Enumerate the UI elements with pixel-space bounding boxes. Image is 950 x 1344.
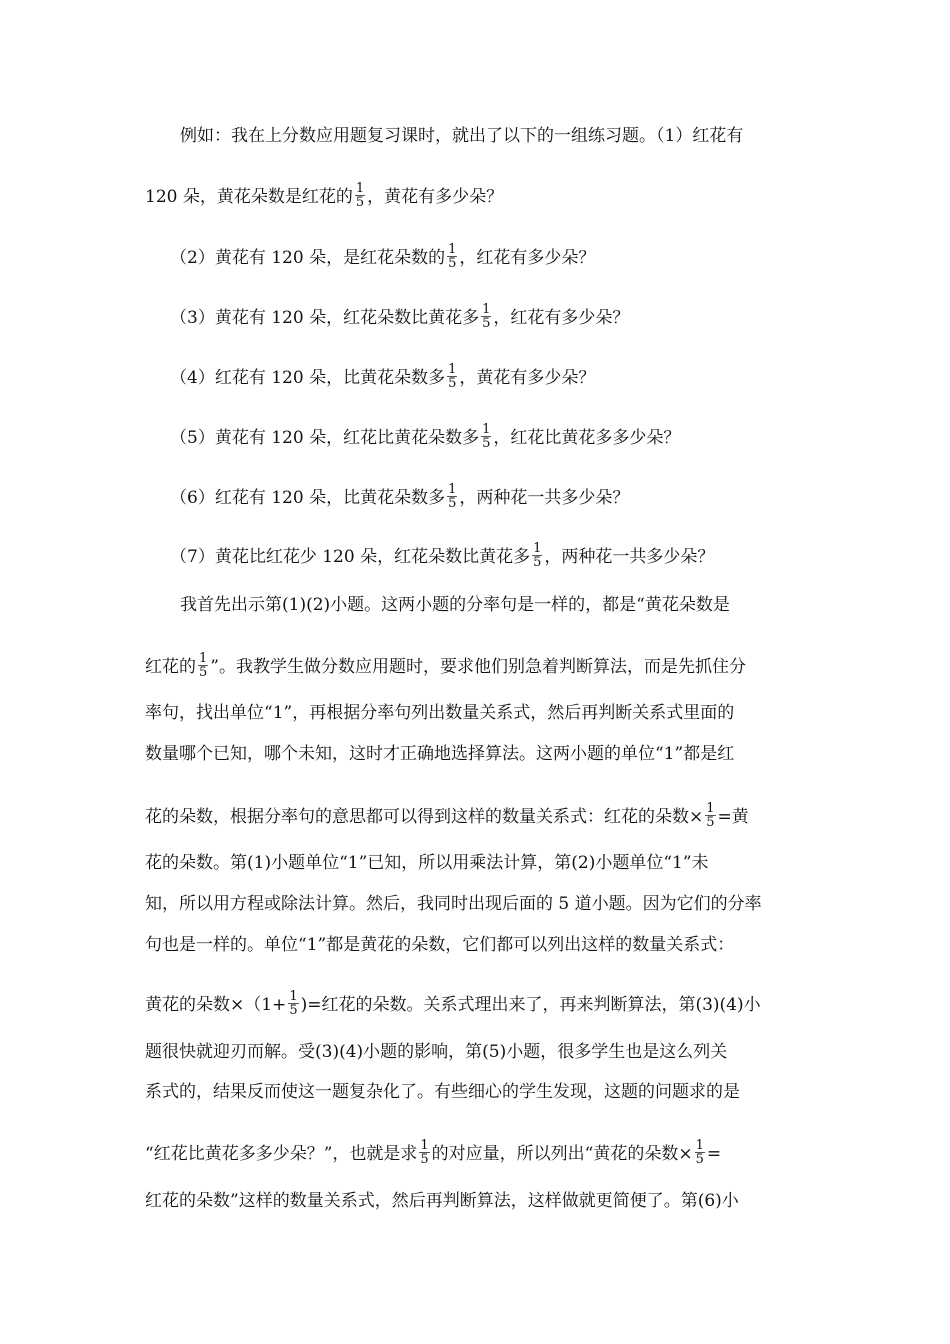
paragraph-line: 120 朵，黄花朵数是红花的 $\frac{1}{5}$ ，黄花有多少朵？ [145, 181, 504, 210]
fraction-one-fifth: $\frac{1}{5}$ [706, 801, 715, 830]
paragraph-line: 系式的，结果反而使这一题复杂化了。有些细心的学生发现，这题的问题求的是 [145, 1082, 740, 1102]
fraction-one-fifth: $\frac{1}{5}$ [448, 362, 457, 391]
paragraph-line: “红花比黄花多多少朵？”，也就是求 $\frac{1}{5}$ 的对应量，所以列出“黄花的朵数× $\frac{1}{5}$ = [145, 1138, 722, 1167]
fraction-one-fifth: $\frac{1}{5}$ [482, 422, 491, 451]
paragraph-line: 率句，找出单位“1”，再根据分率句列出数量关系式，然后再判断关系式里面的 [145, 703, 735, 723]
paragraph-line: 红花的 $\frac{1}{5}$ ”。我教学生做分数应用题时，要求他们别急着判断算法，而是先抓住分 [145, 651, 746, 680]
fraction-one-fifth: $\frac{1}{5}$ [199, 651, 208, 680]
question-line-2: （2）黄花有 120 朵，是红花朵数的 $\frac{1}{5}$ ，红花有多少朵？ [170, 242, 596, 271]
paragraph-line: 数量哪个已知，哪个未知，这时才正确地选择算法。这两小题的单位“1”都是红 [145, 744, 735, 764]
paragraph-line: 花的朵数。第(1)小题单位“1”已知，所以用乘法计算，第(2)小题单位“1”未 [145, 853, 709, 873]
fraction-one-fifth: $\frac{1}{5}$ [420, 1138, 429, 1167]
question-line-5: （5）黄花有 120 朵，红花比黄花朵数多 $\frac{1}{5}$ ，红花比黄花多多少朵？ [170, 422, 681, 451]
question-line-6: （6）红花有 120 朵，比黄花朵数多 $\frac{1}{5}$ ，两种花一共多少朵？ [170, 482, 630, 511]
fraction-one-fifth: $\frac{1}{5}$ [355, 181, 365, 210]
fraction-one-fifth: $\frac{1}{5}$ [448, 242, 457, 271]
paragraph-line: 花的朵数，根据分率句的意思都可以得到这样的数量关系式：红花的朵数× $\frac{1}{5}$ =黄 [145, 801, 749, 830]
paragraph-line: 黄花的朵数×（1+ $\frac{1}{5}$ )=红花的朵数。关系式理出来了，再来判断算法，第(3)(4)小 [145, 989, 761, 1018]
paragraph-line: 题很快就迎刃而解。受(3)(4)小题的影响，第(5)小题，很多学生也是这么列关 [145, 1042, 728, 1062]
fraction-one-fifth: $\frac{1}{5}$ [448, 482, 457, 511]
fraction-one-fifth: $\frac{1}{5}$ [533, 541, 542, 570]
question-line-4: （4）红花有 120 朵，比黄花朵数多 $\frac{1}{5}$ ，黄花有多少朵？ [170, 362, 596, 391]
fraction-one-fifth: $\frac{1}{5}$ [695, 1138, 704, 1167]
paragraph-line: 红花的朵数”这样的数量关系式，然后再判断算法，这样做就更简便了。第(6)小 [145, 1191, 739, 1211]
question-line-7: （7）黄花比红花少 120 朵，红花朵数比黄花多 $\frac{1}{5}$ ，两种花一共多少朵？ [170, 541, 715, 570]
paragraph-line: 我首先出示第(1)(2)小题。这两小题的分率句是一样的，都是“黄花朵数是 [180, 595, 730, 615]
paragraph-line: 知，所以用方程或除法计算。然后，我同时出现后面的 5 道小题。因为它们的分率 [145, 894, 762, 914]
paragraph-line: 例如：我在上分数应用题复习课时，就出了以下的一组练习题。（1）红花有 [180, 126, 744, 146]
fraction-one-fifth: $\frac{1}{5}$ [482, 302, 491, 331]
paragraph-line: 句也是一样的。单位“1”都是黄花的朵数，它们都可以列出这样的数量关系式： [145, 935, 735, 955]
question-line-3: （3）黄花有 120 朵，红花朵数比黄花多 $\frac{1}{5}$ ，红花有多少朵？ [170, 302, 630, 331]
fraction-one-fifth: $\frac{1}{5}$ [289, 989, 298, 1018]
